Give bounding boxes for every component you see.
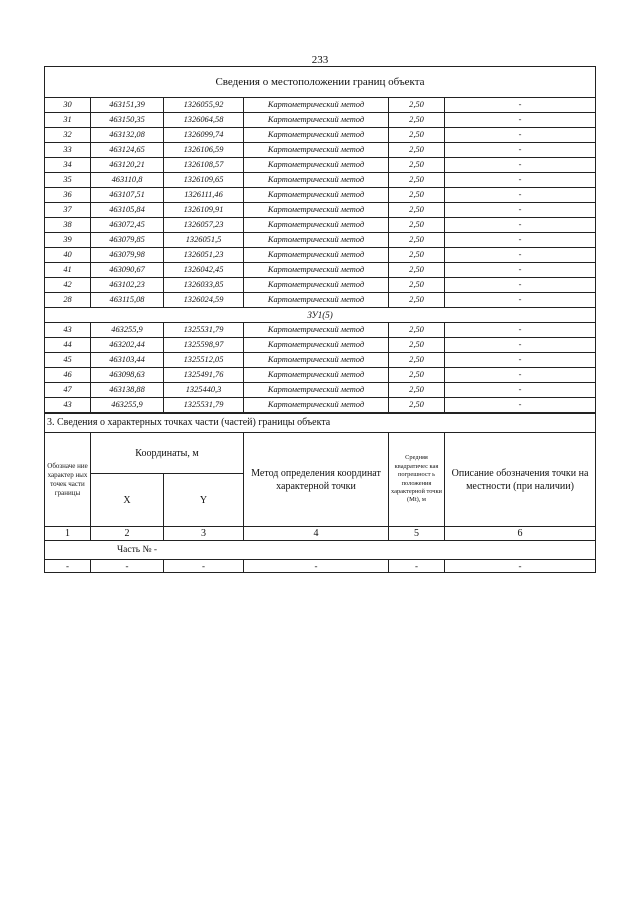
point-number-cell: 47 [45, 383, 91, 398]
description-cell: - [445, 263, 596, 278]
table-row [45, 278, 596, 293]
method-cell: Картометрический метод [244, 203, 389, 218]
method-cell: Картометрический метод [244, 143, 389, 158]
table-cell: - [244, 560, 389, 573]
subheading-row [45, 308, 596, 323]
table-row [45, 233, 596, 248]
error-cell: 2,50 [389, 233, 445, 248]
x-coordinate-cell: 463072,45 [91, 218, 164, 233]
x-coordinate-cell: 463255,9 [91, 323, 164, 338]
part-points-table [44, 413, 596, 573]
table-row [45, 188, 596, 203]
description-cell: - [445, 293, 596, 308]
table-row [45, 353, 596, 368]
point-number-cell: 36 [45, 188, 91, 203]
column-number: 6 [445, 527, 596, 541]
description-cell: - [445, 278, 596, 293]
table-cell: - [164, 560, 244, 573]
method-cell: Картометрический метод [244, 278, 389, 293]
table-row [45, 338, 596, 353]
method-cell: Картометрический метод [244, 383, 389, 398]
y-coordinate-cell: 1325531,79 [164, 323, 244, 338]
table-cell: - [389, 560, 445, 573]
x-coordinate-cell: 463079,98 [91, 248, 164, 263]
column-number: 5 [389, 527, 445, 541]
description-header: Описание обозначения точки на местности (при наличии) [445, 433, 596, 527]
point-number-cell: 38 [45, 218, 91, 233]
point-number-cell: 28 [45, 293, 91, 308]
error-cell: 2,50 [389, 98, 445, 113]
method-cell: Картометрический метод [244, 113, 389, 128]
description-cell: - [445, 398, 596, 413]
description-cell: - [445, 323, 596, 338]
point-number-cell: 43 [45, 398, 91, 413]
error-cell: 2,50 [389, 113, 445, 128]
table-row [45, 323, 596, 338]
point-number-cell: 43 [45, 323, 91, 338]
point-number-cell: 37 [45, 203, 91, 218]
x-coordinate-cell: 463105,84 [91, 203, 164, 218]
error-cell: 2,50 [389, 188, 445, 203]
method-cell: Картометрический метод [244, 173, 389, 188]
point-number-cell: 34 [45, 158, 91, 173]
y-coordinate-cell: 1326024,59 [164, 293, 244, 308]
point-number-cell: 32 [45, 128, 91, 143]
point-number-cell: 31 [45, 113, 91, 128]
method-cell: Картометрический метод [244, 188, 389, 203]
description-cell: - [445, 128, 596, 143]
part-label-row [45, 541, 596, 560]
method-cell: Картометрический метод [244, 353, 389, 368]
error-cell: 2,50 [389, 128, 445, 143]
x-coordinate-cell: 463090,67 [91, 263, 164, 278]
column-numbers-row [45, 527, 596, 541]
x-coordinate-cell: 463202,44 [91, 338, 164, 353]
y-coordinate-cell: 1325491,76 [164, 368, 244, 383]
method-cell: Картометрический метод [244, 218, 389, 233]
description-cell: - [445, 158, 596, 173]
header-row-1 [45, 433, 596, 474]
error-cell: 2,50 [389, 383, 445, 398]
table-row [45, 248, 596, 263]
x-coordinate-cell: 463103,44 [91, 353, 164, 368]
column-number: 1 [45, 527, 91, 541]
table-row [45, 143, 596, 158]
point-number-cell: 30 [45, 98, 91, 113]
table-row [45, 128, 596, 143]
x-coordinate-cell: 463255,9 [91, 398, 164, 413]
error-cell: 2,50 [389, 218, 445, 233]
y-coordinate-cell: 1326106,59 [164, 143, 244, 158]
description-cell: - [445, 218, 596, 233]
section-title-row [45, 67, 596, 98]
y-coordinate-cell: 1326033,85 [164, 278, 244, 293]
y-coordinate-cell: 1326051,5 [164, 233, 244, 248]
method-cell: Картометрический метод [244, 293, 389, 308]
y-coordinate-cell: 1326108,57 [164, 158, 244, 173]
y-coordinate-cell: 1325598,97 [164, 338, 244, 353]
error-cell: 2,50 [389, 398, 445, 413]
column-number: 2 [91, 527, 164, 541]
y-coordinate-cell: 1326051,23 [164, 248, 244, 263]
y-coordinate-cell: 1326055,92 [164, 98, 244, 113]
error-cell: 2,50 [389, 143, 445, 158]
error-cell: 2,50 [389, 248, 445, 263]
description-cell: - [445, 248, 596, 263]
x-coordinate-cell: 463102,23 [91, 278, 164, 293]
y-coordinate-cell: 1326109,91 [164, 203, 244, 218]
x-coordinate-cell: 463138,88 [91, 383, 164, 398]
description-cell: - [445, 203, 596, 218]
x-coordinate-cell: 463079,85 [91, 233, 164, 248]
y-coordinate-cell: 1326057,23 [164, 218, 244, 233]
description-cell: - [445, 173, 596, 188]
point-number-cell: 45 [45, 353, 91, 368]
method-cell: Картометрический метод [244, 158, 389, 173]
x-coordinate-cell: 463120,21 [91, 158, 164, 173]
point-designation-header: Обозначе ние характер ных точек части границы [45, 433, 91, 527]
point-number-cell: 35 [45, 173, 91, 188]
table-cell: - [45, 560, 91, 573]
description-cell: - [445, 188, 596, 203]
y-coordinate-cell: 1325531,79 [164, 398, 244, 413]
error-cell: 2,50 [389, 263, 445, 278]
x-coordinate-cell: 463151,39 [91, 98, 164, 113]
method-cell: Картометрический метод [244, 128, 389, 143]
error-cell: 2,50 [389, 338, 445, 353]
x-coordinate-cell: 463150,35 [91, 113, 164, 128]
table-row [45, 368, 596, 383]
error-cell: 2,50 [389, 368, 445, 383]
description-cell: - [445, 338, 596, 353]
error-cell: 2,50 [389, 293, 445, 308]
method-cell: Картометрический метод [244, 263, 389, 278]
description-cell: - [445, 383, 596, 398]
method-cell: Картометрический метод [244, 248, 389, 263]
description-cell: - [445, 143, 596, 158]
method-cell: Картометрический метод [244, 233, 389, 248]
table-row [45, 203, 596, 218]
y-coordinate-cell: 1325512,05 [164, 353, 244, 368]
method-cell: Картометрический метод [244, 368, 389, 383]
description-cell: - [445, 113, 596, 128]
method-cell: Картометрический метод [244, 98, 389, 113]
error-cell: 2,50 [389, 353, 445, 368]
column-number: 3 [164, 527, 244, 541]
table-row [45, 218, 596, 233]
point-number-cell: 41 [45, 263, 91, 278]
table-row [45, 158, 596, 173]
x-header: X [91, 474, 164, 527]
method-cell: Картометрический метод [244, 398, 389, 413]
point-number-cell: 46 [45, 368, 91, 383]
table-row [45, 98, 596, 113]
table-row [45, 263, 596, 278]
table-row [45, 173, 596, 188]
error-header: Средняя квадратичес кая погрешност ь положения характерной точки (Mt), м [389, 433, 445, 527]
point-number-cell: 44 [45, 338, 91, 353]
coordinates-header: Координаты, м [91, 433, 244, 474]
y-coordinate-cell: 1326064,58 [164, 113, 244, 128]
point-number-cell: 42 [45, 278, 91, 293]
y-header: Y [164, 474, 244, 527]
x-coordinate-cell: 463124,65 [91, 143, 164, 158]
point-number-cell: 39 [45, 233, 91, 248]
y-coordinate-cell: 1326109,65 [164, 173, 244, 188]
x-coordinate-cell: 463115,08 [91, 293, 164, 308]
x-coordinate-cell: 463110,8 [91, 173, 164, 188]
y-coordinate-cell: 1326099,74 [164, 128, 244, 143]
column-number: 4 [244, 527, 389, 541]
table-row [45, 383, 596, 398]
section-title: Сведения о местоположении границ объекта [45, 67, 596, 98]
part-label: Часть № - [45, 541, 596, 560]
table-row [45, 398, 596, 413]
x-coordinate-cell: 463132,08 [91, 128, 164, 143]
table-row [45, 293, 596, 308]
point-number-cell: 33 [45, 143, 91, 158]
document-sheet [44, 66, 595, 573]
description-cell: - [445, 368, 596, 383]
land-plot-subheading: ЗУ1(5) [45, 308, 596, 323]
x-coordinate-cell: 463107,51 [91, 188, 164, 203]
error-cell: 2,50 [389, 323, 445, 338]
y-coordinate-cell: 1325440,3 [164, 383, 244, 398]
error-cell: 2,50 [389, 278, 445, 293]
method-header: Метод определения координат характерной точки [244, 433, 389, 527]
error-cell: 2,50 [389, 158, 445, 173]
method-cell: Картометрический метод [244, 323, 389, 338]
boundary-points-table [44, 66, 596, 413]
table-row [45, 113, 596, 128]
empty-data-row [45, 560, 596, 573]
method-cell: Картометрический метод [244, 338, 389, 353]
description-cell: - [445, 98, 596, 113]
error-cell: 2,50 [389, 173, 445, 188]
description-cell: - [445, 233, 596, 248]
x-coordinate-cell: 463098,63 [91, 368, 164, 383]
table-cell: - [445, 560, 596, 573]
y-coordinate-cell: 1326111,46 [164, 188, 244, 203]
error-cell: 2,50 [389, 203, 445, 218]
section3-title-row [45, 414, 596, 433]
description-cell: - [445, 353, 596, 368]
y-coordinate-cell: 1326042,45 [164, 263, 244, 278]
section3-title: 3. Сведения о характерных точках части (частей) границы объекта [45, 414, 596, 433]
page-number: 233 [311, 54, 329, 66]
table-cell: - [91, 560, 164, 573]
point-number-cell: 40 [45, 248, 91, 263]
